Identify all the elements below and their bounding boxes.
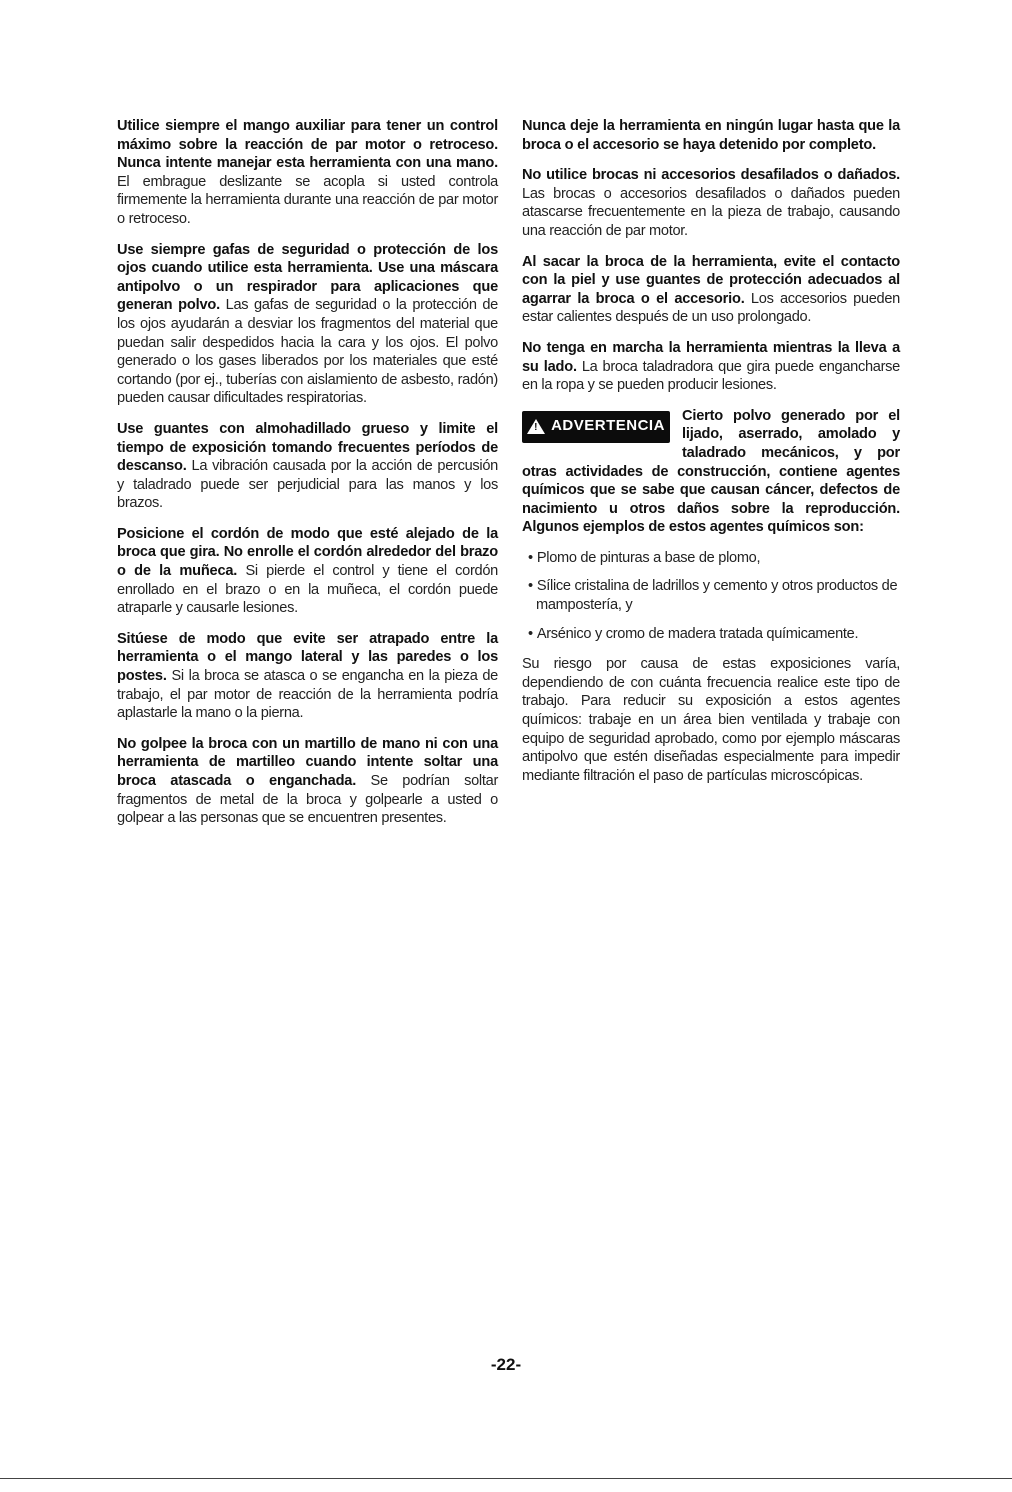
safety-paragraph [117,735,498,828]
list-item: • Plomo de pinturas a base de plomo, [522,549,900,568]
left-column [117,117,498,840]
paragraph-heading: Use siempre gafas de seguridad o protección de los ojos cuando utilice esta herramienta. Use una máscara antipolvo o un respirador para aplicaciones que generan polvo. [117,241,498,314]
paragraph-body: Las brocas o accesorios desafilados o dañados pueden atascarse frecuentemente en la pieza de trabajo, causando una reacción de par motor. [522,185,900,239]
safety-paragraph [117,420,498,513]
paragraph-body: La vibración causada por la acción de percusión y taladrado puede ser perjudicial para las manos y los brazos. [117,458,498,512]
paragraph-body: Si pierde el control y tiene el cordón enrollado en el brazo o en la muñeca, el cordón puede atraparle y causarle lesiones. [117,563,498,617]
paragraph-heading: Utilice siempre el mango auxiliar para tener un control máximo sobre la reacción de par motor o retroceso. Nunca intente manejar esta herramienta con una mano. [117,118,498,172]
paragraph-heading: Nunca deje la herramienta en ningún lugar hasta que la broca o el accesorio se haya detenido por completo. [522,118,900,153]
list-item: • Sílice cristalina de ladrillos y cemento y otros productos de mampostería, y [522,577,900,614]
bottom-divider [0,1478,1012,1479]
paragraph-heading: No utilice brocas ni accesorios desafilados o dañados. [522,167,900,184]
safety-paragraph [522,166,900,240]
warning-badge [522,411,670,443]
paragraph-heading: Posicione el cordón de modo que esté alejado de la broca que gira. No enrolle el cordón alrededor del brazo o de la muñeca. [117,525,498,580]
page-number: -22- [490,1355,522,1374]
list-item: • Arsénico y cromo de madera tratada químicamente. [522,625,900,644]
safety-paragraph [117,525,498,618]
paragraph-heading: Sitúese de modo que evite ser atrapado entre la herramienta o el mango lateral y las paredes o los postes. [117,630,498,685]
paragraph-body: La broca taladradora que gira puede engancharse en la ropa y se pueden producir lesiones. [522,358,900,394]
safety-paragraph [117,241,498,408]
paragraph-heading: Use guantes con almohadillado grueso y limite el tiempo de exposición tomando frecuentes períodos de descanso. [117,420,498,475]
paragraph-heading: No tenga en marcha la herramienta mientras la lleva a su lado. [522,339,900,375]
safety-paragraph [522,117,900,154]
paragraph-heading: No golpee la broca con un martillo de mano ni con una herramienta de martilleo cuando intente soltar una broca atascada o enganchada. [117,735,498,789]
paragraph-body: Los accesorios pueden estar calientes después de un uso prolongado. [522,290,900,326]
safety-paragraph [117,117,498,229]
warning-block [522,407,900,537]
safety-paragraph [117,630,498,723]
paragraph-body: Se podrían soltar fragmentos de metal de la broca y golpearle a usted o golpear a las personas que se encuentren presentes. [117,773,499,827]
warning-badge-label: ADVERTENCIA [551,417,665,435]
paragraph-heading: Al sacar la broca de la herramienta, evite el contacto con la piel y use guantes de protección adecuados al agarrar la broca o el accesorio. [522,253,900,307]
warning-triangle-icon: ! [527,419,545,434]
warning-closing: Su riesgo por causa de estas exposiciones varía, dependiendo de con cuánta frecuencia realice este tipo de trabajo. Para reducir su exposición a estos agentes químicos: trabaje en un área bien ventilada y trabaje con equipo de seguridad aprobado, como por ejemplo máscaras antipolvo que estén diseñadas especialmente para impedir mediante filtración el paso de partículas microscópicas. [522,656,900,784]
right-column [522,117,900,797]
warning-text: Cierto polvo generado por el lijado, aserrado, amolado y taladrado mecánicos, y por otras actividades de construcción, contiene agentes químicos que se sabe que causan cáncer, defectos de nacimiento u otros daños sobre la reproducción. Algunos ejemplos de estos agentes químicos son: [522,407,900,536]
safety-paragraph [522,339,900,395]
paragraph-body: Si la broca se atasca o se engancha en la pieza de trabajo, el par motor de reacción de la herramienta podría aplastarle la mano o la pierna. [117,668,498,722]
chemical-list [522,549,900,643]
paragraph-body: El embrague deslizante se acopla si usted controla firmemente la herramienta durante una reacción de par motor o retroceso. [117,173,498,227]
safety-paragraph [522,253,900,327]
paragraph-body: Las gafas de seguridad o la protección de los ojos ayudarán a desviar los fragmentos del material que puedan salir despedidos hacia la cara y los ojos. El polvo generado o los gases liberados por los materiales que esté cortando (por ej., tuberías con aislamiento de asbesto, radón) pueden causar dificultades respiratorias. [117,297,499,407]
